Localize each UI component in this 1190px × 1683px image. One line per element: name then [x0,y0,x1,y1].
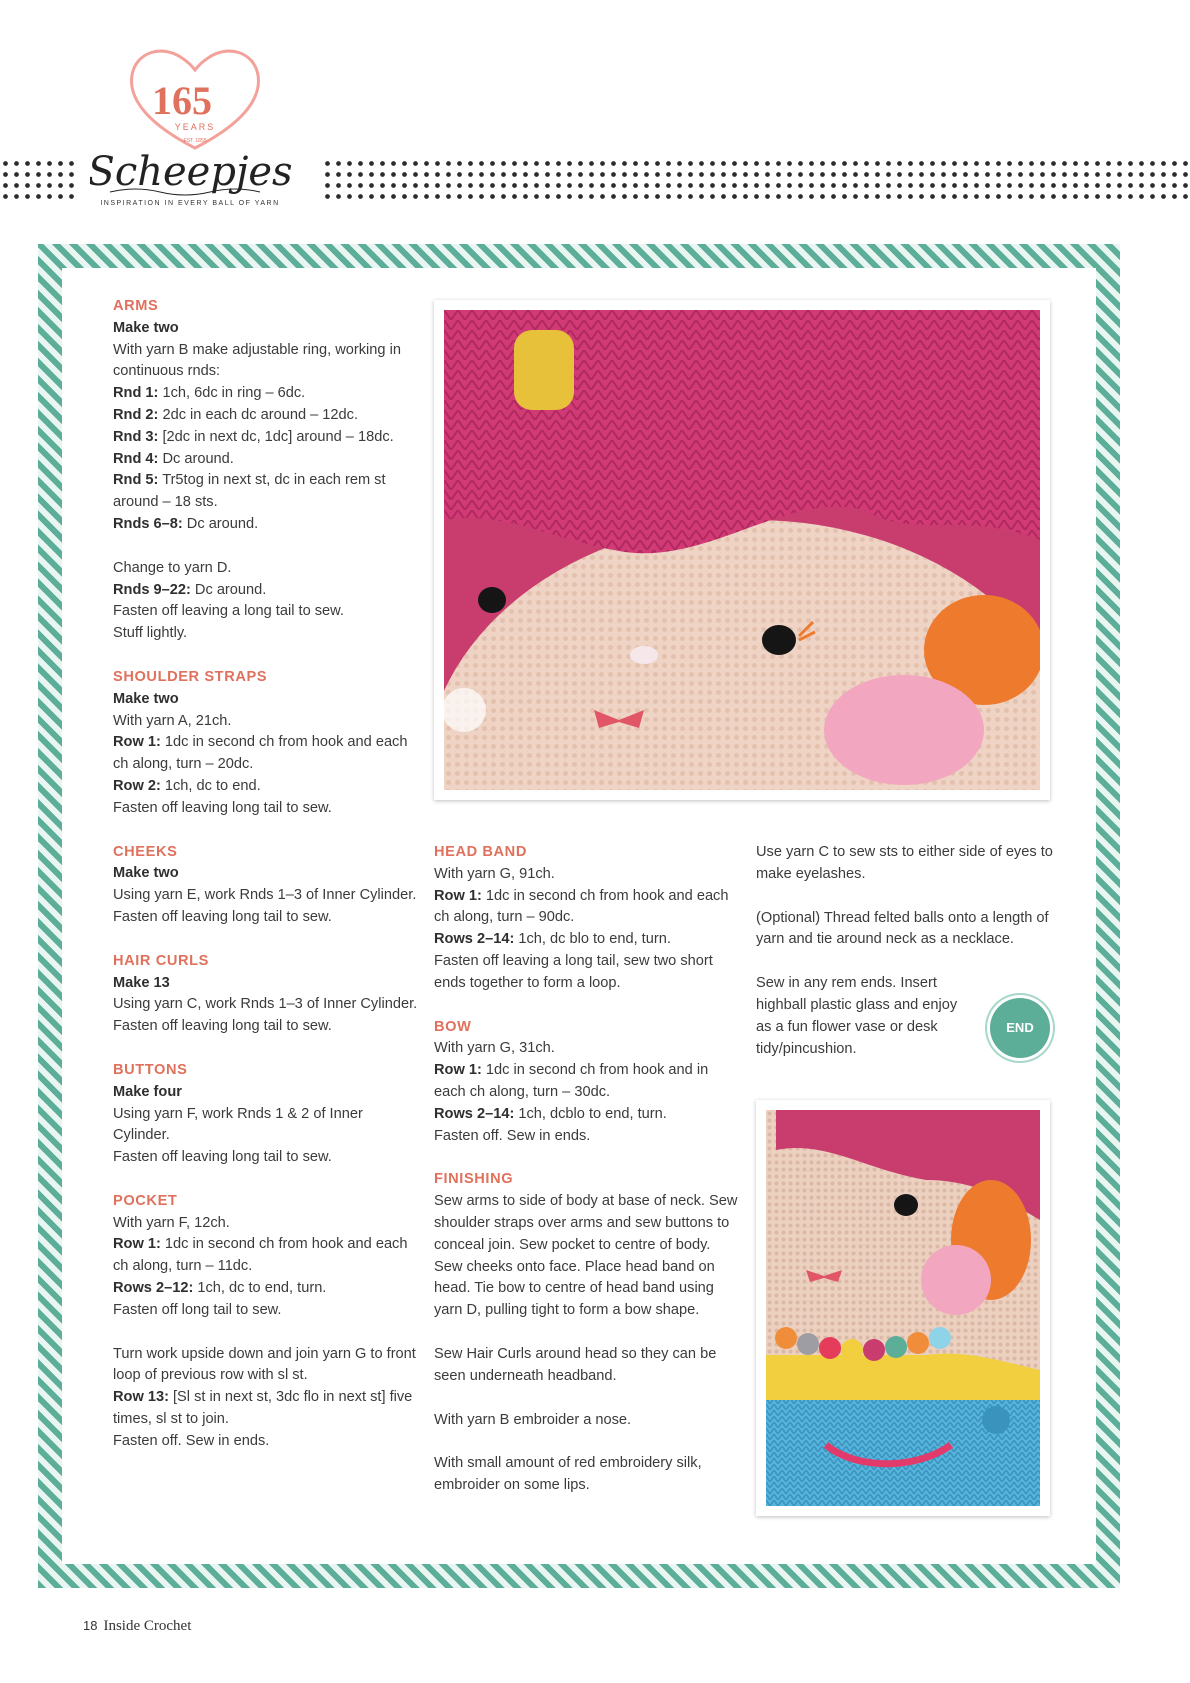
section-buttons [113,1060,418,1169]
section-subheading: Make four [113,1083,182,1100]
instruction: Fasten off leaving a long tail to sew. [113,603,344,620]
instruction: Sew arms to side of body at base of neck. Sew shoulder straps over arms and sew buttons to conceal join. Sew pocket to centre of body. Sew cheeks onto face. Place head band on head. Tie bow to centre of head band using yarn D, pulling tight to form a bow shape. [434,1193,738,1319]
section-cheeks [113,842,418,929]
section-subheading: Make 13 [113,974,170,991]
end-badge: END [990,998,1050,1058]
instruction: Fasten off long tail to sew. [113,1301,282,1318]
instruction-row: Row 2: 1ch, dc to end. [113,777,261,794]
instruction: With small amount of red embroidery silk, embroider on some lips. [434,1455,702,1494]
brand-logo [90,30,300,210]
instruction-row: Rnds 6–8: Dc around. [113,515,259,532]
instruction: Fasten off leaving a long tail, sew two short ends together to form a loop. [434,952,713,991]
instruction: Fasten off leaving long tail to sew. [113,1149,332,1166]
instruction-row: Rnd 5: Tr5tog in next st, dc in each rem st around – 18 sts. [113,472,386,511]
instruction: With yarn A, 21ch. [113,712,232,729]
photo-doll-body [756,1100,1050,1516]
instruction: Using yarn C, work Rnds 1–3 of Inner Cylinder. [113,996,418,1013]
est-label: EST. 1855 [183,138,207,144]
section-heading: BUTTONS [113,1061,188,1078]
instruction: Change to yarn D. [113,559,232,576]
column-left [113,296,418,1453]
instruction-row: Row 1: 1dc in second ch from hook and each ch along, turn – 90dc. [434,887,729,926]
instruction-row: Rnd 4: Dc around. [113,450,234,467]
instruction: With yarn G, 31ch. [434,1040,555,1057]
instruction: Using yarn E, work Rnds 1–3 of Inner Cylinder. [113,887,417,904]
section-head-band [434,842,739,995]
instruction: Fasten off leaving long tail to sew. [113,908,332,925]
instruction: With yarn B make adjustable ring, working in continuous rnds: [113,341,401,380]
section-bow [434,1017,739,1148]
section-subheading: Make two [113,319,179,336]
instruction-row: Rnds 9–22: Dc around. [113,581,267,598]
dot-pattern-right [322,158,1190,203]
instruction-row: Row 1: 1dc in second ch from hook and each ch along, turn – 20dc. [113,734,408,773]
years-label: YEARS [174,122,216,132]
section-shoulder-straps [113,667,418,820]
section-subheading: Make two [113,690,179,707]
instruction: (Optional) Thread felted balls onto a length of yarn and tie around neck as a necklace. [756,909,1049,948]
brand-name: Scheepjes [90,149,293,195]
section-pocket [113,1191,418,1453]
instruction-row: Rnd 2: 2dc in each dc around – 12dc. [113,406,358,423]
years-number: 165 [152,78,212,123]
section-subheading: Make two [113,865,179,882]
column-middle [434,842,739,1497]
instruction: With yarn B embroider a nose. [434,1411,632,1428]
instruction: Fasten off leaving long tail to sew. [113,799,332,816]
instruction: Fasten off leaving long tail to sew. [113,1018,332,1035]
section-heading: FINISHING [434,1171,514,1188]
instruction: With yarn F, 12ch. [113,1214,230,1231]
section-hair-curls [113,951,418,1038]
instruction-row: Row 13: [Sl st in next st, 3dc flo in next st] five times, sl st to join. [113,1389,413,1428]
instruction: Sew in any rem ends. Insert highball plastic glass and enjoy as a fun flower vase or desk tidy/pincushion. [756,975,958,1057]
instruction: Fasten off. Sew in ends. [434,1127,591,1144]
section-heading: ARMS [113,298,159,314]
section-heading: CHEEKS [113,843,178,860]
instruction-row: Rows 2–12: 1ch, dc to end, turn. [113,1280,327,1297]
section-heading: BOW [434,1018,472,1035]
section-arms [113,296,418,645]
instruction-row: Rows 2–14: 1ch, dcblo to end, turn. [434,1105,667,1122]
instruction: Turn work upside down and join yarn G to front loop of previous row with sl st. [113,1345,416,1384]
page-footer [83,1618,191,1635]
photo-doll-face [434,300,1050,800]
brand-tagline: INSPIRATION IN EVERY BALL OF YARN [100,200,280,207]
section-heading: POCKET [113,1192,178,1209]
instruction-row: Rnd 1: 1ch, 6dc in ring – 6dc. [113,385,306,402]
instruction: Use yarn C to sew sts to either side of eyes to make eyelashes. [756,844,1053,882]
instruction: With yarn G, 91ch. [434,865,555,882]
instruction: Using yarn F, work Rnds 1 & 2 of Inner Cylinder. [113,1105,363,1144]
section-finishing [434,1169,739,1497]
instruction-row: Row 1: 1dc in second ch from hook and in each ch along, turn – 30dc. [434,1062,709,1100]
instruction: Fasten off. Sew in ends. [113,1432,270,1449]
dot-pattern-left [0,158,80,203]
instruction: Stuff lightly. [113,625,188,642]
instruction-row: Row 1: 1dc in second ch from hook and each ch along, turn – 11dc. [113,1236,408,1275]
page-number: 18 [83,1618,98,1633]
section-heading: HEAD BAND [434,844,527,860]
magazine-name: Inside Crochet [103,1618,192,1634]
instruction: Sew Hair Curls around head so they can be seen underneath headband. [434,1345,717,1384]
instruction-row: Rnd 3: [2dc in next dc, 1dc] around – 18dc. [113,428,394,445]
section-heading: SHOULDER STRAPS [113,668,268,685]
instruction-row: Rows 2–14: 1ch, dc blo to end, turn. [434,931,671,948]
section-heading: HAIR CURLS [113,952,209,969]
